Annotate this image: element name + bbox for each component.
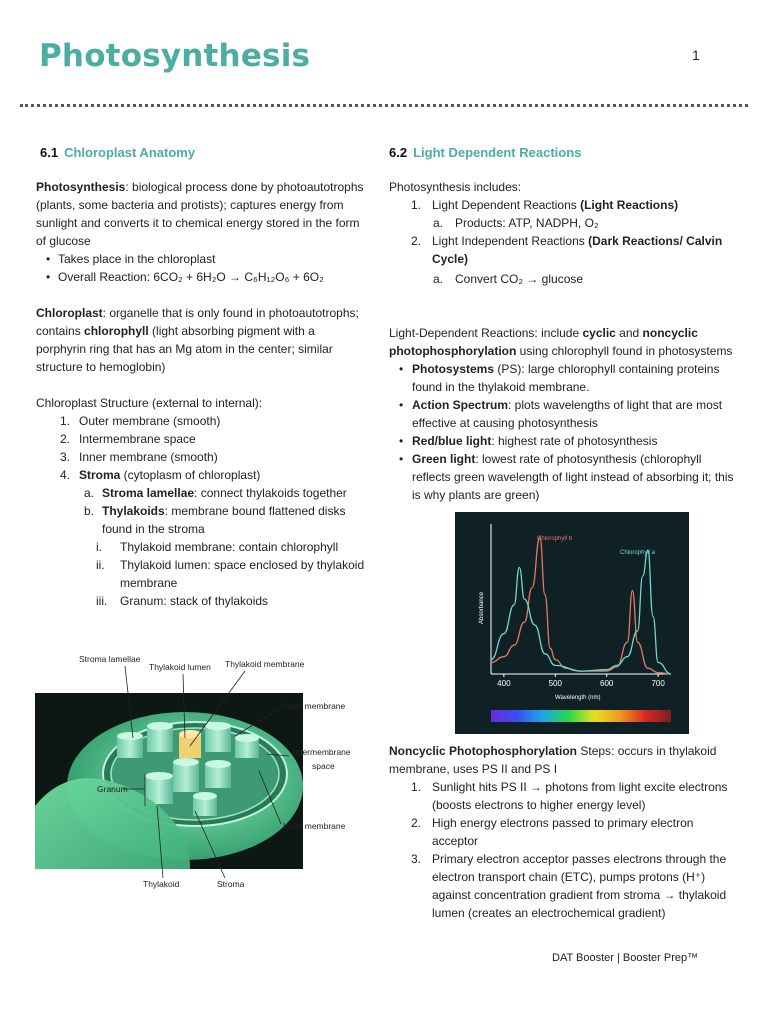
list-item: [36, 538, 366, 556]
series-line-chlorophyll-b: [491, 537, 671, 674]
list-roman: iii.: [96, 594, 108, 608]
list-item: [389, 396, 734, 432]
term-noncyclic: noncyclic photophosphorylation: [389, 326, 698, 358]
list-number: 3.: [60, 450, 71, 464]
label-inner-membrane: Inner membrane: [283, 821, 346, 831]
term-green-light: Green light: [412, 452, 476, 466]
list-number: 1.: [411, 198, 422, 212]
page-number: 1: [692, 47, 700, 63]
list-text: : membrane bound flattened disks found in the stroma: [102, 504, 346, 536]
definition-text: : organelle that is only found in photoautotrophs; contains: [36, 306, 359, 338]
term-chloroplast: Chloroplast: [36, 306, 103, 320]
term-noncyclic-photophosphorylation: Noncyclic Photophosphorylation: [389, 744, 578, 758]
list-item: [36, 430, 366, 448]
section-title: Chloroplast Anatomy: [64, 145, 196, 160]
list-item: [389, 778, 734, 814]
list-letter: a.: [433, 216, 444, 230]
bullet-text: (PS): large chlorophyll containing proteins found in the thylakoid membrane.: [412, 362, 720, 394]
paragraph-text: and: [615, 326, 643, 340]
section-number: 6.1: [40, 145, 59, 160]
structure-intro: Chloroplast Structure (external to internal):: [36, 396, 263, 410]
term-action-spectrum: Action Spectrum: [412, 398, 509, 412]
term-cyclic: cyclic: [582, 326, 616, 340]
term-red-blue-light: Red/blue light: [412, 434, 492, 448]
list-item: [36, 466, 366, 484]
list-item: [36, 250, 366, 268]
list-number: 1.: [60, 414, 71, 428]
list-letter: b.: [84, 504, 95, 518]
list-roman: ii.: [96, 558, 105, 572]
label-stroma: Stroma: [217, 879, 245, 889]
label-intermembrane-space: space: [312, 761, 335, 771]
x-tick-label: 600: [600, 679, 614, 688]
bullet-text: : lowest rate of photosynthesis (chlorophyll reflects green wavelength of light instead of absorbing it; this is why plants are green): [412, 452, 734, 502]
list-number: 4.: [60, 468, 71, 482]
dotted-divider: [20, 104, 748, 107]
list-item: [389, 232, 734, 268]
list-text: Outer membrane (smooth): [79, 414, 221, 428]
label-stroma-lamellae: Stroma lamellae: [79, 654, 141, 664]
list-letter: a.: [433, 272, 444, 286]
term-thylakoids: Thylakoids: [102, 504, 165, 518]
list-text: Thylakoid membrane: contain chlorophyll: [120, 540, 339, 554]
list-letter: a.: [84, 486, 95, 500]
list-item: [36, 592, 366, 610]
definition-text: : biological process done by photoautotrophs (plants, some bacteria and protists); captures energy from sunlight and converts it to chemical energy stored in the form of glucose: [36, 180, 364, 248]
x-axis-label: Wavelength (nm): [555, 695, 601, 701]
list-item: [389, 270, 734, 288]
list-item: [389, 196, 734, 214]
list-item: [389, 814, 734, 850]
label-thylakoid-lumen: Thylakoid lumen: [149, 662, 211, 672]
x-tick-label: 500: [548, 679, 562, 688]
list-text: Intermembrane space: [79, 432, 196, 446]
term-photosystems: Photosystems: [412, 362, 495, 376]
page-title: Photosynthesis: [39, 38, 311, 74]
left-column: [36, 144, 366, 610]
label-outer-membrane: Outer membrane: [281, 701, 346, 711]
list-text: (cytoplasm of chloroplast): [120, 468, 261, 482]
absorption-spectrum-chart: [455, 512, 689, 734]
list-number: 2.: [411, 816, 422, 830]
bullet-text: : highest rate of photosynthesis: [491, 434, 658, 448]
section-title: Light Dependent Reactions: [413, 145, 582, 160]
list-text: Granum: stack of thylakoids: [120, 594, 269, 608]
ldr-paragraph: [389, 324, 734, 360]
photosynthesis-definition: [36, 178, 366, 250]
term-light-reactions: (Light Reactions): [580, 198, 679, 212]
label-granum: Granum: [97, 784, 128, 794]
list-item: [36, 448, 366, 466]
list-item: [36, 502, 366, 538]
chloroplast-illustration: [35, 646, 355, 896]
y-axis-label: Absorbance: [479, 591, 485, 624]
list-text: Thylakoid lumen: space enclosed by thylakoid membrane: [120, 558, 365, 590]
list-item: [36, 268, 366, 286]
visible-spectrum-bar: [491, 710, 671, 722]
list-text: High energy electrons passed to primary electron acceptor: [432, 816, 694, 848]
list-text: Sunlight hits PS II → photons from light excite electrons (boosts electrons to higher energy level): [432, 780, 728, 812]
paragraph-text: using chlorophyll found in photosystems: [516, 344, 733, 358]
list-item: [389, 432, 734, 450]
list-number: 3.: [411, 852, 422, 866]
list-text: : connect thylakoids together: [194, 486, 347, 500]
label-intermembrane: Intermembrane: [293, 747, 351, 757]
list-number: 2.: [60, 432, 71, 446]
section-heading-6-1: [36, 144, 366, 162]
list-text: Products: ATP, NADPH, O₂: [455, 216, 599, 230]
list-item: [389, 450, 734, 504]
list-roman: i.: [96, 540, 102, 554]
list-item: [36, 556, 366, 592]
chloroplast-definition: [36, 304, 366, 376]
list-item: [389, 214, 734, 232]
list-text: Light Independent Reactions: [432, 234, 589, 248]
bullet-text: Takes place in the chloroplast: [58, 252, 216, 266]
term-chlorophyll: chlorophyll: [84, 324, 149, 338]
list-text: Inner membrane (smooth): [79, 450, 218, 464]
noncyclic-section: [389, 742, 734, 922]
chloroplast-diagram: [35, 646, 355, 896]
footer-brand: DAT Booster | Booster Prep™: [552, 952, 699, 964]
list-number: 2.: [411, 234, 422, 248]
list-text: Light Dependent Reactions: [432, 198, 581, 212]
right-column: [389, 144, 734, 504]
definition-text: (light absorbing pigment with a porphyrin ring that has an Mg atom in the center; similar structure to hemoglobin): [36, 324, 333, 374]
series-line-chlorophyll-a: [491, 550, 671, 674]
term-stroma-lamellae: Stroma lamellae: [102, 486, 195, 500]
list-text: Primary electron acceptor passes electrons through the electron transport chain (ETC), pumps protons (H⁺) against concentration gradient from stroma → thylakoid lumen (creates an electrochemical gradient): [432, 852, 727, 920]
list-text: Convert CO₂ → glucose: [455, 272, 584, 286]
series-label-chlorophyll-b: Chlorophyll b: [537, 536, 573, 542]
term-stroma: Stroma: [79, 468, 121, 482]
list-item: [389, 850, 734, 922]
list-item: [36, 484, 366, 502]
x-tick-label: 400: [497, 679, 511, 688]
paragraph-text: Light-Dependent Reactions: include: [389, 326, 583, 340]
x-tick-label: 700: [651, 679, 665, 688]
list-item: [389, 360, 734, 396]
term-dark-reactions: (Dark Reactions/ Calvin Cycle): [432, 234, 723, 266]
list-number: 1.: [411, 780, 422, 794]
term-photosynthesis: Photosynthesis: [36, 180, 126, 194]
bullet-text: Overall Reaction: 6CO₂ + 6H₂O → C₆H₁₂O₆ + 6O₂: [58, 270, 324, 284]
label-thylakoid: Thylakoid: [143, 879, 180, 889]
noncyclic-intro: [389, 742, 734, 778]
label-thylakoid-membrane: Thylakoid membrane: [225, 659, 305, 669]
paragraph-text: Steps: occurs in thylakoid membrane, uses PS II and PS I: [389, 744, 717, 776]
series-label-chlorophyll-a: Chlorophyll a: [620, 550, 656, 556]
includes-intro: Photosynthesis includes:: [389, 180, 522, 194]
bullet-text: : plots wavelengths of light that are most effective at causing photosynthesis: [412, 398, 723, 430]
section-heading-6-2: [389, 144, 734, 162]
section-number: 6.2: [389, 145, 408, 160]
list-item: [36, 412, 366, 430]
